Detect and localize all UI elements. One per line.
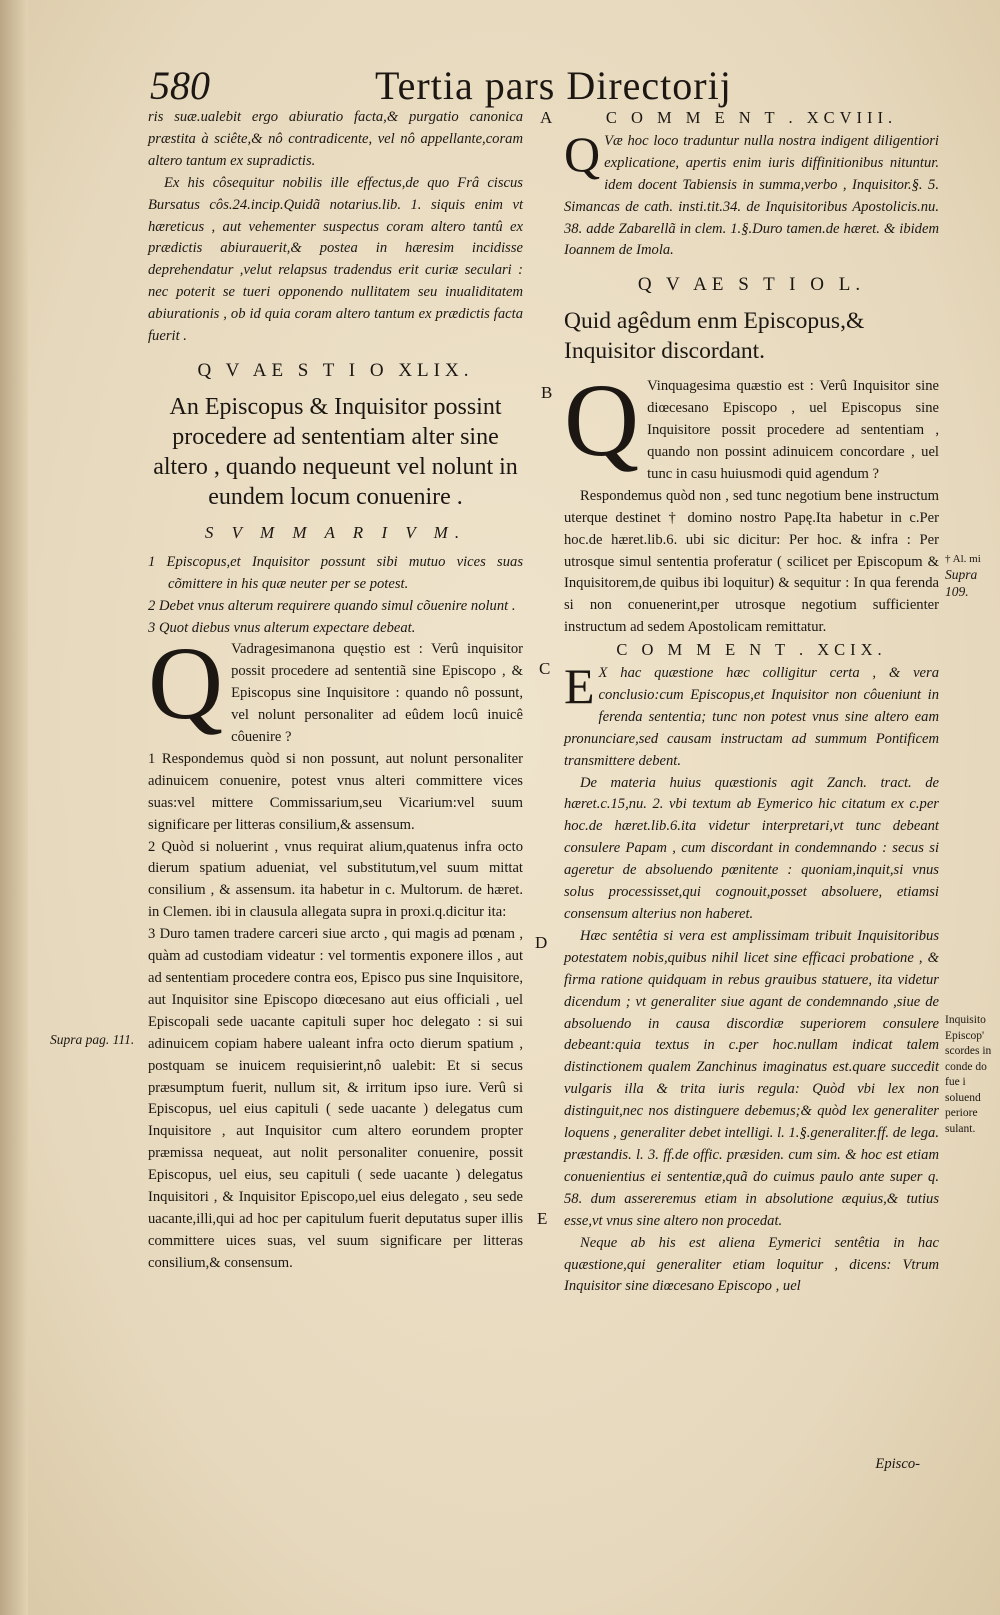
drop-cap: E	[564, 658, 595, 715]
margin-note-page: 109.	[945, 584, 969, 599]
summary-title: S V M M A R I V M.	[204, 522, 467, 542]
margin-note-al-mi-text: † Al. mi	[945, 553, 981, 565]
commentary-xcix-opening	[564, 658, 939, 773]
commentary-heading-xcviii: C O M M E N T . XCVIII.	[605, 108, 898, 127]
paragraph: 3 Duro tamen tradere carceri siue arcto , qui magis ad pœnam , quàm ad custodiam videatur : vel tormentis exponere illos , aut ad sententiam procedere contra eos, Episco pus sine Inquisitore, aut Inquisitor sine Episcopo diœcesano aut eius officiali , uel Episcopali sede uacante capituli super hoc delegato : si sui adinuicem copiam habere ualeant infra octo dierum spatium , postquam se inuicem requisierint,nô ualebit: Et si secus præsumptum fuerit, nullum sit, & irritum ipso iure. Verû si Episcopus, uel eius capituli ( sede uacante ) delegatus cum Inquisitore , aut Inquisitor cum altero eorundem propter præmissa nequeat, aut nolit personaliter conuenire, possit Episcopus, uel eius, seu capituli ( sede uacante ) delegatus Inquisitori , & Inquisitor Episcopo,uel eius delegato , seu sede uacante,illi,qui ad hoc per capitulum fuerit deputatus super illis committere uices suas, vel suum significare per litteras consilium,& consensum.	[148, 926, 523, 1271]
paragraph: Hæc sentêtia si vera est amplissimam tribuit Inquisitoribus potestatem nobis,quibus nihil licet sine efficaci probatione , & firma ratione quidquam in rebus grauibus statuere, ita videtur dicendum ; vt generaliter siue agant de condemnando ,siue de absoluendo in causa discordiæ superiorem consulere debeant:quia textus in c.per hoc.nullam indicat talem distinctionem qualem Zanchinus imaginatus est.quare succedit vulgaris illa & trita iuris regula: Quòd vbi lex non distinguit,nec nos distinguere debemus;& quòd lex generaliter loquens , generaliter debet intelligi. l. 1.§.generaliter.ff. de lega. præstandis. l. 3. ff.de offic. præsiden. cum sim. & hoc est etiam conuenientius ei sententiæ,quã do cuimus paulo ante super q. 58. dum assereremus etiam in absolutione æquius,& tutius esse,vt vnus sine altero non procedat.	[564, 927, 939, 1229]
page-spine-shadow	[0, 0, 28, 1615]
margin-note-inquisitor: Inquisito Episcop' scordes in conde do fue i soluend periore sulant.	[945, 1014, 992, 1135]
page-number: 580	[150, 63, 210, 108]
right-column	[564, 107, 939, 1298]
paragraph: De materia huius quæstionis agit Zanch. tract. de hæret.c.15,nu. 2. vbi textum ab Eymerico hic citatum ex c.per hoc.de hæret.lib.6.ita videtur interpretari,vt tunc debeant consulere Papam , cum discordant in condemnando : secus si ageretur de absoluendo pœnitente : quoniam,inquit,si vnus solus processisset,qui cognouit,posset absoluere, etiamsi consensum alterius non haberet.	[564, 774, 939, 922]
margin-letter-d: D	[535, 933, 548, 952]
margin-letter-c: C	[539, 659, 551, 678]
question-title-xlix: An Episcopus & Inquisitor possint procedere ad sententiam alter sine altero , quando nequeunt vel nolunt in eundem locum conuenire .	[153, 393, 518, 510]
opening-paragraph	[564, 363, 939, 486]
paragraph: X hac quæstione hæc colligitur certa , & vera conclusio:cum Episcopus,et Inquisitor non côueniunt in ferenda sententia; tunc non potest vnus sine altero eam pronunciare,sed causam instructam ad summum Pontificem transmittere debent.	[564, 665, 939, 769]
summary-item: 2 Debet vnus alterum requirere quando simul cõuenire nolunt .	[148, 597, 516, 614]
margin-note-al-mi	[945, 552, 1000, 600]
margin-letter-b: B	[541, 383, 553, 402]
summary-item: 1 Episcopus,et Inquisitor possunt sibi mutuo vices suas cõmittere in his quæ neuter per se potest.	[148, 553, 523, 592]
commentary-xcviii	[564, 125, 939, 262]
drop-cap: Q	[148, 626, 224, 742]
margin-note-supra: Supra	[945, 567, 978, 582]
running-head: Tertia pars Directorij	[375, 63, 732, 108]
question-heading-xlix: Q V AE S T I O XLIX.	[197, 359, 474, 381]
question-title-l: Quid agêdum enm Episcopus,& Inquisitor discordant.	[564, 308, 865, 365]
drop-cap: Q	[564, 125, 601, 182]
page-header	[150, 62, 732, 112]
paragraph: Vinquagesima quæstio est : Verû Inquisitor sine diœcesano Episcopo , uel Episcopus sine Inquisitore possit procedere ad sententiam , quando non possint adinuicem concordare , uel tunc in casu huiusmodi quid agendum ?	[647, 378, 939, 482]
margin-letter-e: E	[537, 1209, 548, 1228]
drop-cap: Q	[564, 363, 640, 479]
paragraph: Vadragesimanona quęstio est : Verû inquisitor possit procedere ad sententiã sine Episcopo , & Episcopus sine Inquisitore : quando nô possunt, vel nolunt personaliter ad eûdem locû inuicê côuenire ?	[231, 641, 523, 746]
left-column	[148, 107, 523, 1275]
summary-item: 3 Quot diebus vnus alterum expectare debeat.	[148, 619, 416, 636]
paragraph: Ex his côsequitur nobilis ille effectus,de quo Frâ ciscus Bursatus côs.24.incip.Quidã notarius.lib. 1. siquis enim vt hæreticus , aut vehementer suspectus coram altero tantû ex prædictis abiurauerit,& postea in hæresim incidisse deprehendatur ,velut relapsus tradendus erit curiæ seculari : nec poterit se tueri opponendo nullitatem seu inualiditatem abiurationis , ob id quia coram altero tantum ex prædictis facta fuerit .	[148, 174, 523, 345]
paragraph: Neque ab his est aliena Eymerici sentêtia in hac quæstione,qui generaliter etiam loquitur , dicens: Vtrum Inquisitor sine diœcesano Episcopo , uel	[564, 1234, 939, 1295]
margin-letter-a: A	[540, 108, 553, 127]
paragraph: 1 Respondemus quòd si non possunt, aut nolunt personaliter adinuicem conuenire, potest vnus alteri committere vices suas:vel mittere Commissarium,seu Vicarium:vel suum significare per litteras consilium,& assensum.	[148, 750, 523, 833]
paragraph: 2 Quòd si noluerint , vnus requirat alium,quatenus infra octo dierum spatium adueniat, vel substitutum,vel suum mittat consilium , & assensum. ita habetur in c. Multorum. de hæret. in Clemen. ibi in clausula allegata supra in proxi.q.dicitur ita:	[148, 838, 523, 921]
paragraph: ris suæ.ualebit ergo abiuratio facta,& purgatio canonica præstita à sciête,& nô contradicente, vel nô appellante,coram altero tantum ex supradictis.	[148, 109, 523, 169]
paragraph: Respondemus quòd non , sed tunc negotium bene instructum uterque destinet † domino nostro Papę.Ita habetur in c.Per hoc.de hæret.lib.6. ubi sic dicitur: Per hoc. & infra : Per utrosque simul sententia proferatur ( scilicet per Episcopum & Inquisitorem,de quibus ibi loquitur) & sequitur : In qua ferenda si non conuenerint,per utrosque negotium sufficienter instructum ad sedem Apostolicam remittatur.	[564, 487, 939, 636]
margin-note-supra-pag: Supra pag. 111.	[50, 1032, 135, 1047]
question-heading-l: Q V AE S T I O L.	[637, 274, 866, 296]
commentary-heading-xcix: C O M M E N T . XCIX.	[616, 640, 887, 660]
catchword: Episco-	[875, 1456, 920, 1472]
paragraph: Væ hoc loco traduntur nulla nostra indigent diligentiori explicatione, apertis enim iuris diffinitionibus nituntur. idem docent Tabiensis in summa,verbo , Inquisitor.§. 5. Simancas de cath. insti.tit.34. de Inquisitoribus Apostolicis.nu. 38. adde Zabarellã in clem. 1.§.Duro tamen.de hæret. & ibidem Ioannem de Imola.	[564, 132, 939, 259]
